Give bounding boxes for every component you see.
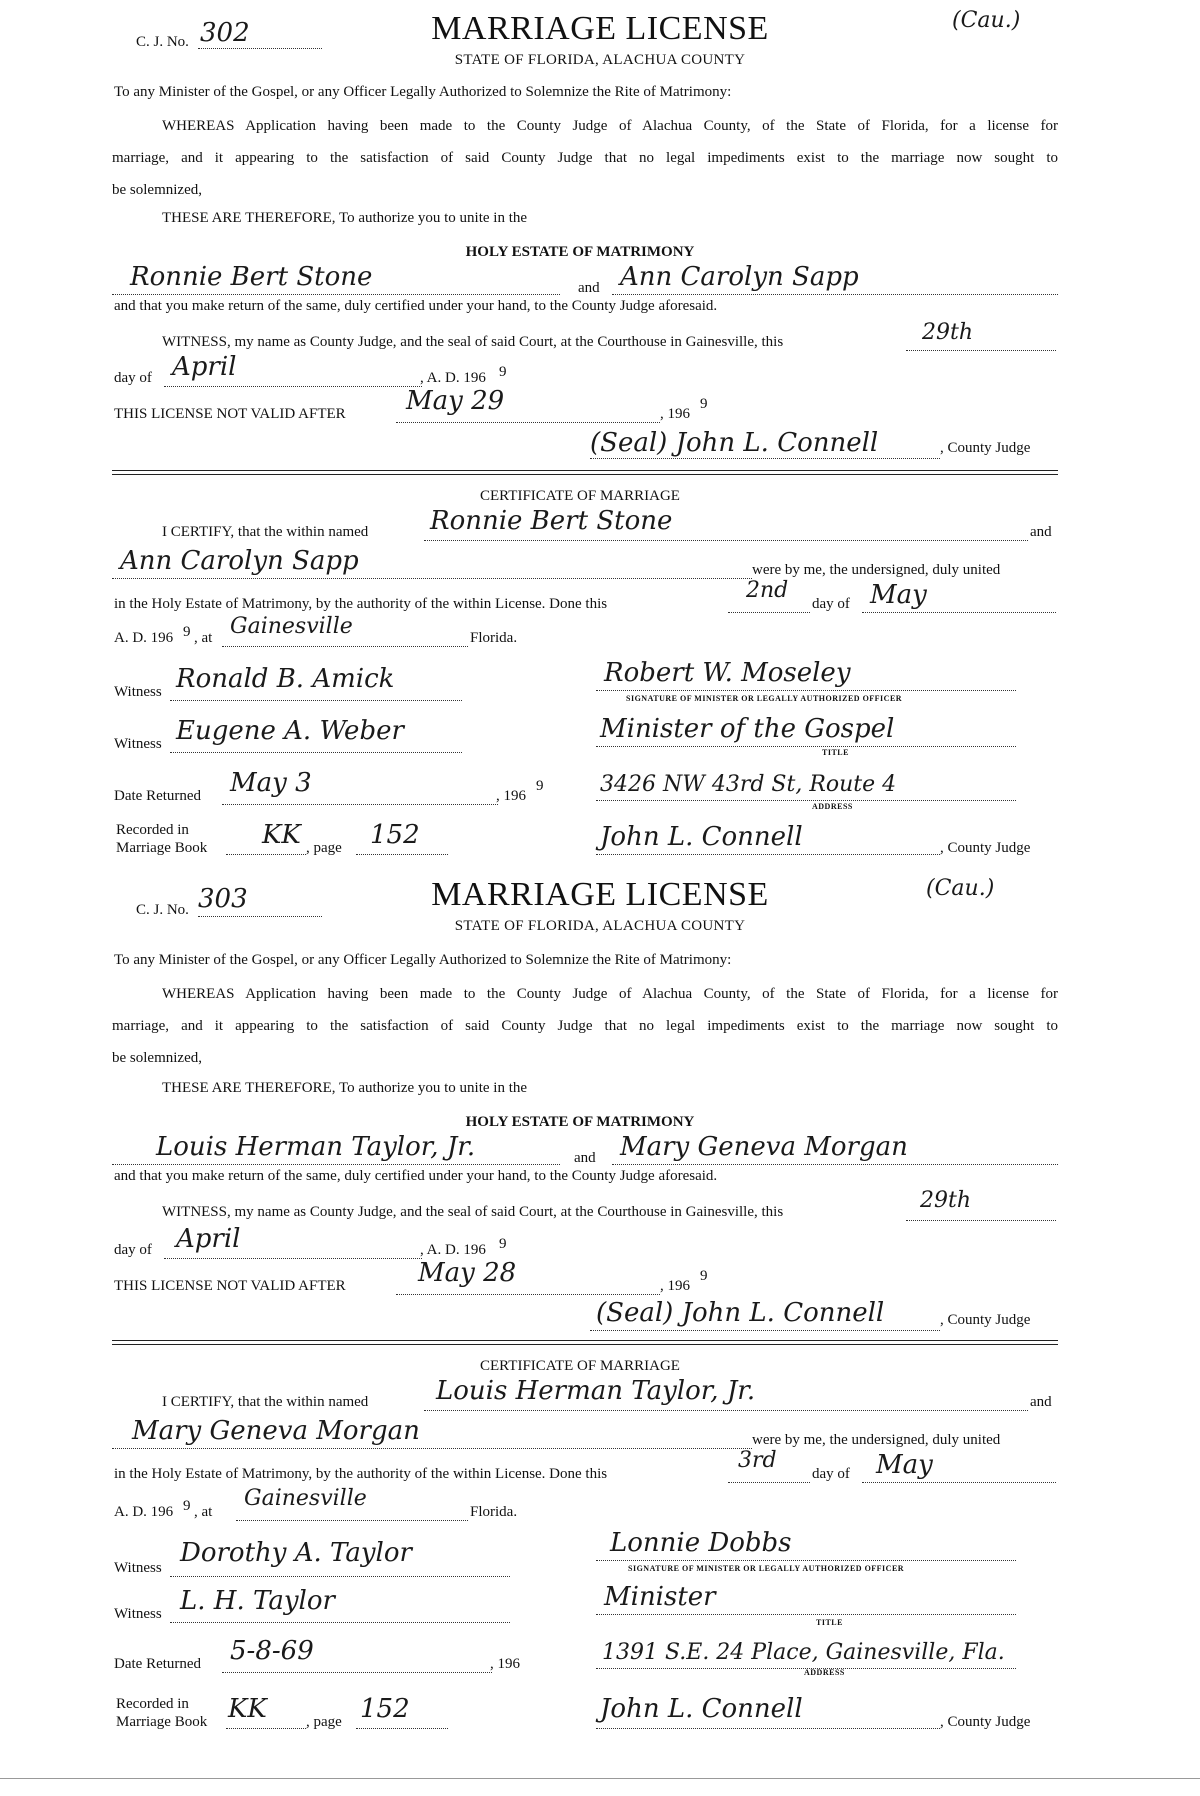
recording-judge-signature: John L. Connell: [600, 822, 803, 852]
groom-name: Ronnie Bert Stone: [130, 262, 373, 292]
done-day: 2nd: [746, 578, 789, 603]
florida-label: Florida.: [470, 1504, 518, 1520]
cj-number-label: C. J. No.: [136, 902, 189, 918]
witness-1-signature: Ronald B. Amick: [176, 664, 395, 694]
witness-label-2: Witness: [114, 1606, 162, 1622]
not-valid-date: May 28: [418, 1258, 517, 1288]
therefore-text: THESE ARE THEREFORE, To authorize you to unite in the: [162, 1080, 528, 1096]
cert-name-1: Louis Herman Taylor, Jr.: [436, 1376, 756, 1406]
book-value: KK: [228, 1694, 267, 1724]
whereas-line-1: WHEREAS Application having been made to the County Judge of Alachua County, of the State of Florida, for a license for: [162, 118, 1058, 134]
date-returned: 5-8-69: [230, 1636, 314, 1666]
recorded-in-label: Recorded in: [116, 1696, 189, 1712]
license-subtitle: STATE OF FLORIDA, ALACHUA COUNTY: [454, 918, 746, 934]
ad-label: , A. D. 196: [420, 370, 486, 386]
holy-estate-heading: HOLY ESTATE OF MATRIMONY: [465, 244, 695, 260]
officer-signature-label: SIGNATURE OF MINISTER OR LEGALLY AUTHORIZED OFFICER: [628, 1564, 905, 1573]
ad-year-digit: 9: [499, 1236, 507, 1252]
license-subtitle: STATE OF FLORIDA, ALACHUA COUNTY: [454, 52, 746, 68]
month: April: [176, 1224, 241, 1254]
and-label: and: [1030, 524, 1052, 540]
therefore-text: THESE ARE THEREFORE, To authorize you to unite in the: [162, 210, 528, 226]
judge-signature: (Seal) John L. Connell: [590, 428, 879, 458]
witness-label-1: Witness: [114, 1560, 162, 1576]
county-judge-label: , County Judge: [940, 1312, 1031, 1328]
united-text: were by me, the undersigned, duly united: [752, 1432, 1001, 1448]
not-valid-label: THIS LICENSE NOT VALID AFTER: [114, 406, 346, 422]
date-returned: May 3: [230, 768, 312, 798]
recording-judge-signature: John L. Connell: [600, 1694, 803, 1724]
day-of-label: day of: [812, 1466, 850, 1482]
witness-label-1: Witness: [114, 684, 162, 700]
divider: [112, 474, 1058, 475]
corner-note: (Cau.): [952, 8, 1021, 33]
witness-1-signature: Dorothy A. Taylor: [180, 1538, 412, 1568]
whereas-line-3: be solemnized,: [112, 182, 202, 198]
certificate-title: CERTIFICATE OF MARRIAGE: [480, 488, 680, 504]
not-valid-label: THIS LICENSE NOT VALID AFTER: [114, 1278, 346, 1294]
return-text: and that you make return of the same, duly certified under your hand, to the County Judge aforesaid.: [114, 298, 718, 314]
cert-name-2: Mary Geneva Morgan: [132, 1416, 420, 1446]
divider: [112, 1340, 1058, 1341]
ad-label: A. D. 196: [114, 630, 174, 646]
i-certify-text: I CERTIFY, that the within named: [162, 1394, 369, 1410]
ad-label: A. D. 196: [114, 1504, 174, 1520]
intro-text: To any Minister of the Gospel, or any Officer Legally Authorized to Solemnize the Rite of Matrimony:: [114, 84, 732, 100]
date-returned-year: , 196: [490, 1656, 520, 1672]
witness-2-signature: L. H. Taylor: [180, 1586, 335, 1616]
at-label: , at: [194, 1504, 213, 1520]
date-returned-year-digit: 9: [536, 778, 544, 794]
certificate-title: CERTIFICATE OF MARRIAGE: [480, 1358, 680, 1374]
return-text: and that you make return of the same, duly certified under your hand, to the County Judge aforesaid.: [114, 1168, 718, 1184]
florida-label: Florida.: [470, 630, 518, 646]
and-label: and: [1030, 1394, 1052, 1410]
done-day: 3rd: [738, 1448, 777, 1473]
not-valid-year: , 196: [660, 1278, 690, 1294]
month: April: [172, 352, 237, 382]
ad-year-digit: 9: [499, 364, 507, 380]
not-valid-year-digit: 9: [700, 396, 708, 412]
ad-year-digit: 9: [183, 624, 191, 640]
cert-name-1: Ronnie Bert Stone: [430, 506, 673, 536]
groom-name: Louis Herman Taylor, Jr.: [156, 1132, 476, 1162]
bride-name: Ann Carolyn Sapp: [620, 262, 859, 292]
day-of-label: day of: [114, 370, 152, 386]
holy-estate-text: in the Holy Estate of Matrimony, by the authority of the within License. Done this: [114, 596, 608, 612]
cj-number-label: C. J. No.: [136, 34, 189, 50]
witness-label-2: Witness: [114, 736, 162, 752]
cj-number-value: 302: [200, 18, 250, 48]
cj-number-value: 303: [198, 884, 248, 914]
cert-place: Gainesville: [244, 1486, 367, 1511]
united-text: were by me, the undersigned, duly united: [752, 562, 1001, 578]
ad-year-digit: 9: [183, 1498, 191, 1514]
judge-signature: (Seal) John L. Connell: [596, 1298, 885, 1328]
address-label: ADDRESS: [812, 802, 853, 811]
i-certify-text: I CERTIFY, that the within named: [162, 524, 369, 540]
holy-estate-heading: HOLY ESTATE OF MATRIMONY: [465, 1114, 695, 1130]
not-valid-year-digit: 9: [700, 1268, 708, 1284]
divider: [112, 1344, 1058, 1345]
recorded-in-label: Recorded in: [116, 822, 189, 838]
and-label: and: [578, 280, 600, 296]
page-bottom-edge: [0, 1778, 1200, 1779]
date-returned-label: Date Returned: [114, 1656, 202, 1672]
cert-place: Gainesville: [230, 614, 353, 639]
intro-text: To any Minister of the Gospel, or any Officer Legally Authorized to Solemnize the Rite of Matrimony:: [114, 952, 732, 968]
page-label: , page: [306, 840, 342, 856]
officer-address: 1391 S.E. 24 Place, Gainesville, Fla.: [602, 1640, 1005, 1665]
bride-name: Mary Geneva Morgan: [620, 1132, 908, 1162]
witness-day: 29th: [922, 320, 974, 345]
day-of-label: day of: [812, 596, 850, 612]
witness-text: WITNESS, my name as County Judge, and the seal of said Court, at the Courthouse in Gainesville, this: [162, 1204, 784, 1220]
done-month: May: [876, 1450, 933, 1480]
whereas-line-2: marriage, and it appearing to the satisfaction of said County Judge that no legal impediments exist to the marriage now sought to: [112, 150, 1058, 166]
not-valid-date: May 29: [406, 386, 505, 416]
county-judge-label: , County Judge: [940, 840, 1031, 856]
at-label: , at: [194, 630, 213, 646]
license-title: MARRIAGE LICENSE: [431, 10, 769, 47]
officer-signature: Robert W. Moseley: [604, 658, 851, 688]
page-value: 152: [370, 820, 420, 850]
marriage-book-label: Marriage Book: [116, 1714, 208, 1730]
whereas-line-3: be solemnized,: [112, 1050, 202, 1066]
license-title: MARRIAGE LICENSE: [431, 876, 769, 913]
divider: [112, 470, 1058, 471]
and-label: and: [574, 1150, 596, 1166]
date-returned-year: , 196: [496, 788, 526, 804]
whereas-line-2: marriage, and it appearing to the satisfaction of said County Judge that no legal impediments exist to the marriage now sought to: [112, 1018, 1058, 1034]
officer-title: Minister: [604, 1582, 716, 1612]
not-valid-year: , 196: [660, 406, 690, 422]
officer-signature-label: SIGNATURE OF MINISTER OR LEGALLY AUTHORIZED OFFICER: [626, 694, 903, 703]
page-label: , page: [306, 1714, 342, 1730]
witness-2-signature: Eugene A. Weber: [176, 716, 404, 746]
county-judge-label: , County Judge: [940, 1714, 1031, 1730]
title-label: TITLE: [822, 748, 849, 757]
address-label: ADDRESS: [804, 1668, 845, 1677]
page-value: 152: [360, 1694, 410, 1724]
corner-note: (Cau.): [926, 876, 995, 901]
county-judge-label: , County Judge: [940, 440, 1031, 456]
book-value: KK: [262, 820, 301, 850]
whereas-line-1: WHEREAS Application having been made to the County Judge of Alachua County, of the State of Florida, for a license for: [162, 986, 1058, 1002]
officer-signature: Lonnie Dobbs: [610, 1528, 792, 1558]
ad-label: , A. D. 196: [420, 1242, 486, 1258]
day-of-label: day of: [114, 1242, 152, 1258]
done-month: May: [870, 580, 927, 610]
marriage-book-label: Marriage Book: [116, 840, 208, 856]
title-label: TITLE: [816, 1618, 843, 1627]
witness-text: WITNESS, my name as County Judge, and the seal of said Court, at the Courthouse in Gainesville, this: [162, 334, 784, 350]
witness-day: 29th: [920, 1188, 972, 1213]
holy-estate-text: in the Holy Estate of Matrimony, by the authority of the within License. Done this: [114, 1466, 608, 1482]
cert-name-2: Ann Carolyn Sapp: [120, 546, 359, 576]
date-returned-label: Date Returned: [114, 788, 202, 804]
officer-title: Minister of the Gospel: [600, 714, 895, 744]
officer-address: 3426 NW 43rd St, Route 4: [600, 772, 897, 797]
